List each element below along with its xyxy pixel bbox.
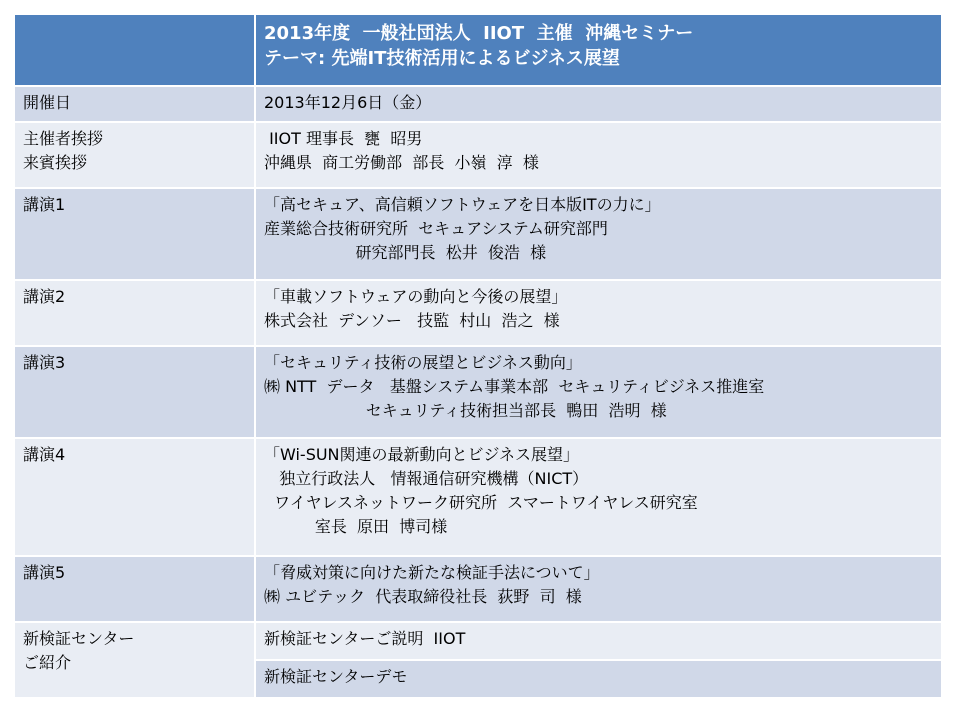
label-text: 講演2: [23, 287, 66, 306]
row-lecture-5: [14, 556, 942, 622]
seminar-agenda-table: [13, 13, 943, 699]
content-text: 「車載ソフトウェアの動向と今後の展望」: [264, 287, 568, 306]
content-text: 産業総合技術研究所 セキュアシステム研究部門: [264, 219, 608, 238]
content-text: 2013年12月6日（金）: [264, 93, 432, 112]
row-label: [14, 280, 255, 346]
row-lecture-1: [14, 188, 942, 280]
row-date: [14, 86, 942, 122]
content-text: IIOT 理事長 甕 昭男: [264, 129, 423, 148]
content-text: 株式会社 デンソー 技監 村山 浩之 様: [264, 311, 560, 330]
row-greetings: [14, 122, 942, 188]
content-text: セキュリティ技術担当部長 鴨田 浩明 様: [264, 401, 667, 420]
row-content: [255, 556, 942, 622]
header-empty-cell: [14, 14, 255, 86]
label-text: 講演3: [23, 353, 66, 372]
label-text: 講演5: [23, 563, 66, 582]
header-row: [14, 14, 942, 86]
row-content: [255, 660, 942, 698]
row-center-intro: [14, 622, 942, 660]
row-content: [255, 346, 942, 438]
label-text: 講演4: [23, 445, 66, 464]
header-title-cell: [255, 14, 942, 86]
row-content: [255, 188, 942, 280]
label-text: 開催日: [23, 93, 72, 112]
row-label: [14, 438, 255, 556]
content-text: 独立行政法人 情報通信研究機構（NICT）: [264, 469, 589, 488]
content-text: 「Wi-SUN関連の最新動向とビジネス展望」: [264, 445, 580, 464]
content-text: 室長 原田 博司様: [264, 517, 448, 536]
content-text: 「脅威対策に向けた新たな検証手法について」: [264, 563, 600, 582]
row-content: [255, 622, 942, 660]
content-text: ㈱ NTT データ 基盤システム事業本部 セキュリティビジネス推進室: [264, 377, 765, 396]
row-lecture-4: [14, 438, 942, 556]
title-line-1: 2013年度 一般社団法人 IIOT 主催 沖縄セミナー: [264, 23, 694, 44]
content-text: 新検証センターデモ: [264, 667, 408, 686]
row-label: [14, 556, 255, 622]
row-label: [14, 346, 255, 438]
label-text: 講演1: [23, 195, 66, 214]
content-text: ワイヤレスネットワーク研究所 スマートワイヤレス研究室: [264, 493, 698, 512]
row-content: [255, 280, 942, 346]
row-label: [14, 86, 255, 122]
row-content: [255, 122, 942, 188]
content-text: 新検証センターご説明 IIOT: [264, 629, 466, 648]
label-text: 来賓挨拶: [23, 153, 88, 172]
content-text: ㈱ ユビテック 代表取締役社長 荻野 司 様: [264, 587, 582, 606]
label-text: 主催者挨拶: [23, 129, 104, 148]
content-text: 「高セキュア、高信頼ソフトウェアを日本版ITの力に」: [264, 195, 661, 214]
row-content: [255, 86, 942, 122]
row-lecture-3: [14, 346, 942, 438]
label-text: ご紹介: [23, 653, 72, 672]
content-text: 「セキュリティ技術の展望とビジネス動向」: [264, 353, 582, 372]
title-line-2: テーマ: 先端IT技術活用によるビジネス展望: [264, 48, 620, 69]
row-label: [14, 188, 255, 280]
row-content: [255, 438, 942, 556]
content-text: 研究部門長 松井 俊浩 様: [264, 243, 547, 262]
row-label: [14, 122, 255, 188]
label-text: 新検証センター: [23, 629, 135, 648]
row-lecture-2: [14, 280, 942, 346]
content-text: 沖縄県 商工労働部 部長 小嶺 淳 様: [264, 153, 539, 172]
row-label: [14, 622, 255, 698]
